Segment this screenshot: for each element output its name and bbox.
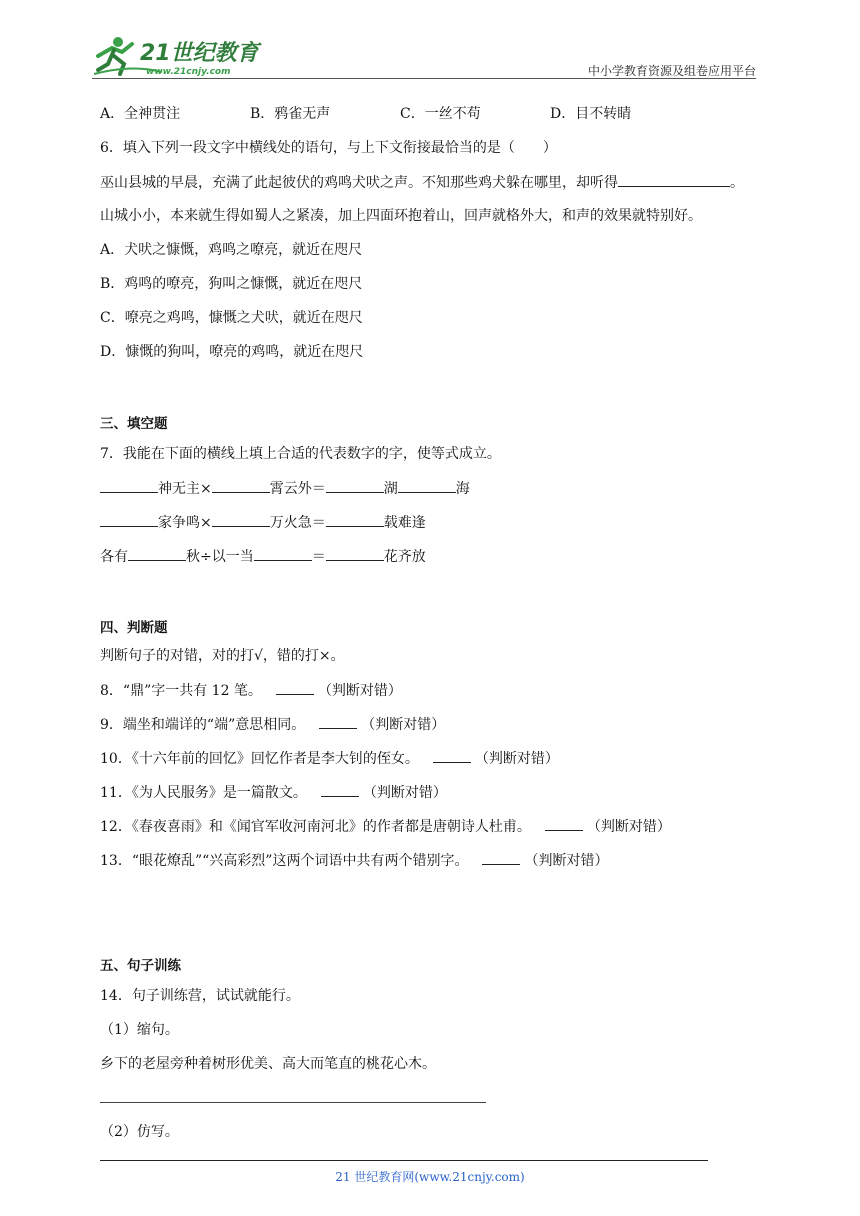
q6-option-b: B．鸡鸣的嘹亮，狗叫之慷慨，就近在咫尺 bbox=[100, 276, 363, 292]
judge-text: 8．“鼎”字一共有 12 笔。 bbox=[100, 683, 262, 699]
judge-item bbox=[100, 816, 671, 837]
q5-options bbox=[100, 104, 631, 124]
judge-text: 9．端坐和端详的“端”意思相同。 bbox=[100, 717, 306, 733]
q6-passage-line2: 山城小小，本来就生得如蜀人之紧凑，加上四面环抱着山，回声就格外大，和声的效果就特别好。 bbox=[100, 208, 702, 224]
judge-item bbox=[100, 782, 447, 803]
answer-blank[interactable] bbox=[433, 748, 471, 763]
answer-blank[interactable] bbox=[212, 478, 270, 493]
passage-text: 巫山县城的早晨，充满了此起彼伏的鸡鸣犬吠之声。不知那些鸡犬躲在哪里，却听得 bbox=[100, 175, 618, 191]
q14-sentence: 乡下的老屋旁种着树形优美、高大而笔直的桃花心木。 bbox=[100, 1056, 436, 1072]
section-title-sentence: 五、句子训练 bbox=[100, 958, 181, 974]
answer-blank[interactable] bbox=[319, 714, 357, 729]
answer-blank[interactable] bbox=[398, 478, 456, 493]
answer-blank[interactable] bbox=[326, 478, 384, 493]
answer-blank[interactable] bbox=[100, 478, 158, 493]
answer-blank[interactable] bbox=[212, 512, 270, 527]
answer-blank[interactable] bbox=[482, 850, 520, 865]
q7-stem: 7．我能在下面的横线上填上合适的代表数字的字，使等式成立。 bbox=[100, 446, 501, 462]
judge-suffix: （判断对错） bbox=[317, 683, 402, 699]
judge-text: 10．《十六年前的回忆》回忆作者是李大钊的侄女。 bbox=[100, 751, 419, 767]
judge-item bbox=[100, 748, 559, 769]
q14-sub1: （1）缩句。 bbox=[100, 1022, 179, 1038]
q7-text: 神无主× bbox=[158, 481, 212, 497]
q6-option-d: D．慷慨的狗叫，嘹亮的鸡鸣，就近在咫尺 bbox=[100, 344, 364, 360]
q7-text: 秋÷以一当 bbox=[186, 549, 254, 565]
judge-suffix: （判断对错） bbox=[524, 853, 609, 869]
judge-intro: 判断句子的对错，对的打√，错的打×。 bbox=[100, 648, 345, 664]
section-title-fill: 三、填空题 bbox=[100, 416, 168, 432]
q7-text: 家争鸣× bbox=[158, 515, 212, 531]
q7-row3 bbox=[100, 546, 426, 567]
svg-text:21世纪教育: 21世纪教育 bbox=[140, 41, 259, 66]
q7-text: 海 bbox=[455, 481, 470, 497]
answer-blank[interactable] bbox=[276, 680, 314, 695]
judge-suffix: （判断对错） bbox=[474, 751, 559, 767]
q6-option-c: C．嘹亮之鸡鸣，慷慨之犬吠，就近在咫尺 bbox=[100, 310, 363, 326]
option-d: D．目不转睛 bbox=[550, 106, 632, 122]
q7-text: 载难逢 bbox=[383, 515, 426, 531]
judge-item bbox=[100, 680, 402, 701]
passage-end: 。 bbox=[730, 175, 744, 191]
q7-text: 霄云外＝ bbox=[269, 481, 326, 497]
judge-text: 12．《春夜喜雨》和《闻官军收河南河北》的作者都是唐朝诗人杜甫。 bbox=[100, 819, 531, 835]
header-divider bbox=[92, 78, 756, 79]
q14-stem: 14．句子训练营，试试就能行。 bbox=[100, 988, 300, 1004]
option-c: C．一丝不苟 bbox=[400, 106, 481, 122]
q7-text: 万火急＝ bbox=[269, 515, 326, 531]
judge-suffix: （判断对错） bbox=[361, 717, 446, 733]
q6-option-a: A．犬吠之慷慨，鸡鸣之嘹亮，就近在咫尺 bbox=[100, 242, 363, 258]
answer-blank[interactable] bbox=[326, 512, 384, 527]
option-a: A．全神贯注 bbox=[100, 106, 181, 122]
judge-item bbox=[100, 714, 445, 735]
section-title-judge: 四、判断题 bbox=[100, 620, 168, 636]
logo-icon bbox=[92, 34, 272, 76]
answer-blank[interactable] bbox=[128, 546, 186, 561]
answer-blank[interactable] bbox=[545, 816, 583, 831]
answer-line[interactable] bbox=[100, 1102, 486, 1103]
q14-sub2: （2）仿写。 bbox=[100, 1124, 179, 1140]
footer-divider bbox=[100, 1160, 708, 1161]
q7-row2 bbox=[100, 512, 426, 533]
platform-name: 中小学教育资源及组卷应用平台 bbox=[587, 64, 756, 78]
judge-item bbox=[100, 850, 608, 871]
q6-stem: 6．填入下列一段文字中横线处的语句，与上下文衔接最恰当的是（ ） bbox=[100, 140, 557, 156]
judge-text: 13．“眼花燎乱”“兴高彩烈”这两个词语中共有两个错别字。 bbox=[100, 853, 469, 869]
judge-text: 11．《为人民服务》是一篇散文。 bbox=[100, 785, 307, 801]
answer-blank[interactable] bbox=[321, 782, 359, 797]
answer-blank[interactable] bbox=[618, 172, 730, 187]
q7-text: 各有 bbox=[100, 549, 128, 565]
answer-blank[interactable] bbox=[100, 512, 158, 527]
footer-text: 21 世纪教育网(www.21cnjy.com) bbox=[335, 1170, 525, 1184]
judge-suffix: （判断对错） bbox=[586, 819, 671, 835]
q6-passage-line1 bbox=[100, 172, 744, 193]
answer-blank[interactable] bbox=[254, 546, 312, 561]
option-b: B．鸦雀无声 bbox=[250, 106, 331, 122]
q7-text: 湖 bbox=[383, 481, 398, 497]
page-header bbox=[92, 30, 756, 78]
q7-text: ＝ bbox=[311, 549, 326, 565]
q7-text: 花齐放 bbox=[383, 549, 426, 565]
q7-row1 bbox=[100, 478, 470, 499]
answer-blank[interactable] bbox=[326, 546, 384, 561]
svg-text:www.21cnjy.com: www.21cnjy.com bbox=[146, 67, 231, 76]
judge-suffix: （判断对错） bbox=[362, 785, 447, 801]
